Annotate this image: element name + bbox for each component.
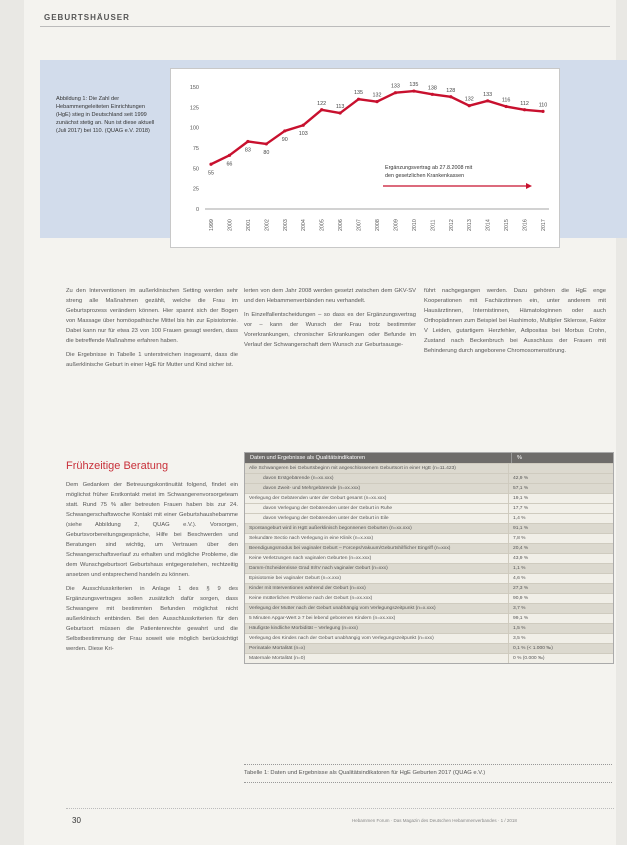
- x-tick-label: 2017: [541, 219, 547, 231]
- section-title: Frühzeitige Beratung: [66, 460, 169, 472]
- x-tick-label: 2014: [485, 219, 492, 231]
- line-chart: [171, 69, 559, 247]
- table-row: [245, 593, 613, 603]
- table-cell-value: 3,7 %: [508, 604, 613, 613]
- x-tick-label: 2016: [522, 219, 529, 231]
- table-body: [245, 463, 613, 663]
- x-tick-label: 2006: [338, 219, 345, 231]
- table-cell-value: 57,1 %: [508, 484, 613, 493]
- data-label: 80: [263, 149, 270, 156]
- table-row: [245, 503, 613, 513]
- x-tick-label: 2007: [356, 219, 363, 231]
- annotation-arrowhead: [526, 183, 532, 189]
- data-point: [302, 124, 305, 127]
- data-point: [265, 142, 268, 145]
- paragraph: Dem Gedanken der Betreuungskontinuität folgend, findet ein möglichst früher Erstkontakt meist im Schwangerenvorsorgeteam statt. Rund 75 % aller betreuten Frauen haben bis zur 24. Schwangerschaftswoche Kontakt mit einer Geburtshaushebamme (siehe Abbildung 2, QUAG e.V.). Vorsorgen, Geburtsvorbereitungsgespräche, Hilfe bei Beschwerden und Beratungen sind wichtig, um Vertrauen über den Schwangerschaftsverlauf zu erhalten und mögliche Probleme, die dem Wunschgeburtsort Geburtshaus entgegenstehen, rechtzeitig ansetzen und entsprechend handeln zu können.: [66, 482, 238, 578]
- data-label: 132: [464, 96, 474, 103]
- table-row: [245, 533, 613, 543]
- x-tick-label: 1999: [209, 219, 215, 231]
- data-label: 90: [281, 136, 288, 143]
- table-cell-value: 90,9 %: [508, 594, 613, 603]
- table-row: [245, 633, 613, 643]
- table-cell-label: Kinder mit Interventionen während der Geburt (n=xxx): [249, 586, 366, 591]
- data-label: 66: [226, 161, 233, 168]
- data-point: [505, 105, 508, 108]
- data-point: [375, 100, 378, 103]
- data-label: 122: [317, 100, 327, 107]
- column-3-text: [424, 286, 606, 356]
- data-label: 135: [354, 90, 364, 97]
- table-row: [245, 473, 613, 483]
- data-label: 103: [298, 131, 308, 138]
- data-point: [228, 154, 231, 157]
- table-row: [245, 643, 613, 653]
- x-tick-label: 2015: [504, 219, 511, 231]
- table-cell-label: Keine Verletzungen nach vaginalen Geburten (n=xx.xxx): [249, 556, 372, 561]
- caption-rule: [244, 782, 612, 783]
- data-label: 135: [409, 82, 419, 89]
- x-tick-label: 2009: [393, 219, 400, 231]
- table-row: [245, 483, 613, 493]
- table-cell-label: Verlegung des Kindes nach der Geburt unabhängig vom Verlegungszeitpunkt (n=xxx): [249, 636, 434, 641]
- x-tick-label: 2002: [264, 219, 271, 231]
- table-cell-label: Häufigste kindliche Morbidität – Verlegung (n=xxx): [249, 626, 358, 631]
- x-tick-label: 2013: [467, 219, 474, 231]
- x-tick-label: 2004: [301, 219, 308, 231]
- figure-caption: Abbildung 1: Die Zahl der Hebammengeleiteten Einrichtungen (HgE) stieg in Deutschland seit 1999 zunächst stetig an. Nun ist diese aktuell (Juli 2017) bei 110. (QUAG e.V. 2018): [56, 96, 155, 134]
- table-header-percent: %: [511, 453, 613, 463]
- data-label: 83: [244, 147, 251, 154]
- data-point: [320, 108, 323, 111]
- x-tick-label: 2011: [430, 219, 437, 231]
- data-label: 133: [390, 83, 400, 90]
- table-cell-label: davon Erstgebärende (n=xx.xxx): [263, 476, 334, 481]
- table-cell-value: 42,9 %: [508, 474, 613, 483]
- data-point: [246, 140, 249, 143]
- table-cell-value: 0,1 % (< 1.000 ‰): [508, 644, 613, 653]
- table-cell-value: 20,4 %: [508, 544, 613, 553]
- footer-rule: [66, 808, 614, 809]
- table-cell-label: Maternale Mortalität (n=0): [249, 656, 306, 661]
- data-label: 138: [427, 85, 437, 92]
- annotation-text: Ergänzungsvertrag ab 27.8.2008 mit: [385, 165, 473, 171]
- y-tick-label: 100: [189, 125, 199, 132]
- table-rule: [244, 764, 612, 765]
- table-header-label: Daten und Ergebnisse als Qualitätsindikatoren: [250, 455, 366, 461]
- table-cell-value: 4,6 %: [508, 574, 613, 583]
- table-cell-label: Verlegung der Mutter nach der Geburt unabhängig vom Verlegungszeitpunkt (n=x.xxx): [249, 606, 436, 611]
- table-cell-label: 5 Minuten Apgar-Wert ≥ 7 bei lebend geborenen Kindern (n=xx.xxx): [249, 616, 396, 621]
- y-tick-label: 25: [192, 186, 199, 193]
- table-cell-value: 3,5 %: [508, 634, 613, 643]
- data-point: [431, 93, 434, 96]
- table-cell-value: 7,8 %: [508, 534, 613, 543]
- table-cell-label: Perinatale Mortalität (n=x): [249, 646, 306, 651]
- table-cell-label: Verlegung der Gebärenden unter der Geburt gesamt (n=xx.xxx): [249, 496, 387, 501]
- header-rule: [40, 26, 610, 27]
- table-row: [245, 583, 613, 593]
- x-tick-label: 2012: [448, 219, 455, 231]
- x-tick-label: 2001: [245, 219, 252, 231]
- paragraph: Die Ausschlusskriterien in Anlage 1 des § 9 des Ergänzungsvertrages sollen zusätzlich dafür sorgen, dass Schwangere mit bestimmten Befunden möglichst nicht außerklinisch entbinden. Bei den Ausschlusskriterien für den Geburtsort müssen die Patientenrechte gewahrt und die Selbstbestimmung der Frau soweit wie möglich berücksichtigt werden. Diese Kri-: [66, 586, 238, 652]
- table-cell-label: Sekundäre Sectio nach Verlegung in eine Klinik (n=x.xxx): [249, 536, 374, 541]
- table-row: [245, 553, 613, 563]
- table-cell-label: davon Verlegung der Gebärenden unter der Geburt in Eile: [263, 516, 389, 521]
- data-point: [394, 91, 397, 94]
- table-cell-label: Damm-/Scheidenrisse Grad III/IV nach vaginaler Geburt (n=xxx): [249, 566, 388, 571]
- table-row: [245, 653, 613, 663]
- data-point: [449, 95, 452, 98]
- y-tick-label: 0: [195, 207, 199, 213]
- data-label: 112: [520, 100, 529, 107]
- data-point: [541, 110, 544, 113]
- table-cell-value: 1,1 %: [508, 564, 613, 573]
- data-point: [523, 108, 526, 111]
- footer-text: Hebammen Forum · Das Magazin des Deutschen Hebammenverbandes · 1 / 2018: [352, 818, 517, 823]
- data-point: [339, 111, 342, 114]
- data-label: 116: [501, 97, 511, 104]
- table-cell-label: Keine mütterlichen Probleme nach der Geburt (n=xx.xxx): [249, 596, 373, 601]
- paragraph: Zu den Interventionen im außerklinischen Setting werden sehr streng alle Maßnahmen gezählt, welche die Frau im Geburtsprozess verändern können. Hier spannt sich der Bogen von Massage über homöopathische Mittel bis hin zur Episiotomie. Dabei kann nur für etwa 23 von 100 Frauen gesagt werden, dass die betreffende Maßnahme erfahren haben.: [66, 288, 238, 344]
- table-cell-value: 1,4 %: [508, 514, 613, 523]
- table-caption: Tabelle 1: Daten und Ergebnisse als Qualitätsindikatoren für HgE Geburten 2017 (QUAG e.V.): [244, 770, 486, 776]
- annotation-text: den gesetzlichen Krankenkassen: [385, 173, 465, 179]
- y-tick-label: 150: [189, 85, 199, 91]
- column-1-lower-text: [66, 480, 238, 654]
- data-label: 110: [538, 102, 548, 109]
- table-cell-label: Alle Schwangeren bei Geburtsbeginn mit angeschlossenem Geburtsort in einer HgE (n=11.423): [249, 466, 456, 471]
- y-tick-label: 50: [192, 166, 199, 173]
- data-point: [283, 129, 286, 132]
- column-2-text: [244, 286, 416, 350]
- chart-panel: [170, 68, 560, 248]
- table-cell-value: 19,1 %: [508, 494, 613, 503]
- paragraph: führt nachgegangen werden. Dazu gehören die HgE enge Kooperationen mit Fachärztinnen ein, unter anderem mit Hausärztinnen, Internistinnen, Hämatologinnen oder auch Orthopädinnen zum Beispiel bei Hashimoto, Multipler Sklerose, Faktor V Leiden, gutartigem Herzfehler, Adipositas bei Morbus Crohn, Zustand nach Beckenbruch bei Ausschluss der Frauen mit Behinderung durch angeborene Chromosomenstörung.: [424, 288, 606, 354]
- table-row: [245, 573, 613, 583]
- table-cell-label: Spontangeburt wird in HgE außerklinisch begonnenen Geburten (n=xx.xxx): [249, 526, 412, 531]
- data-label: 133: [483, 91, 493, 98]
- data-point: [468, 104, 471, 107]
- table-cell-value: 43,9 %: [508, 554, 613, 563]
- paragraph: lerten von dem Jahr 2008 werden gesetzt zwischen dem GKV-SV und den Hebammenverbänden neu verhandelt.: [244, 288, 416, 304]
- table-cell-label: davon Zweit- und Mehrgebärende (n=xx.xxx): [263, 486, 361, 491]
- data-point: [209, 163, 212, 166]
- data-label: 128: [446, 87, 456, 94]
- data-point: [412, 89, 415, 92]
- table-cell-value: [508, 464, 613, 473]
- x-tick-label: 2003: [282, 219, 289, 231]
- y-tick-label: 75: [192, 146, 199, 152]
- paragraph: In Einzelfallentscheidungen – so dass es der Ergänzungsvertrag vor – kann der Wunsch der Frau trotz bestimmter Vorerkrankungen, chronischer Erkrankungen oder Befunde im Verlauf der Schwangerschaft dem Wunsch zur Geburtsausge-: [244, 312, 416, 348]
- table-row: [245, 513, 613, 523]
- table-cell-label: Episiotomie bei vaginaler Geburt (n=x.xxx): [249, 576, 342, 581]
- table-row: [245, 493, 613, 503]
- column-1-text: [66, 286, 238, 370]
- y-tick-label: 125: [189, 105, 199, 112]
- table-cell-value: 1,5 %: [508, 624, 613, 633]
- table-cell-value: 91,1 %: [508, 524, 613, 533]
- table-row: [245, 563, 613, 573]
- x-tick-label: 2010: [411, 219, 418, 231]
- table-cell-value: 17,7 %: [508, 504, 613, 513]
- table-row: [245, 603, 613, 613]
- data-point: [357, 98, 360, 101]
- data-point: [486, 99, 489, 102]
- x-tick-label: 2008: [375, 219, 381, 231]
- table-row: [245, 623, 613, 633]
- table-header: [245, 453, 613, 463]
- table-cell-value: 0 % (0.000 ‰): [508, 654, 613, 663]
- quality-table: [244, 452, 614, 664]
- table-row: [245, 523, 613, 533]
- running-header: GEBURTSHÄUSER: [44, 13, 130, 22]
- x-tick-label: 2005: [319, 219, 326, 231]
- table-row: [245, 543, 613, 553]
- table-cell-value: 99,1 %: [508, 614, 613, 623]
- data-label: 55: [208, 170, 214, 177]
- paragraph: Die Ergebnisse in Tabelle 1 unterstreichen insgesamt, dass die außerklinische Geburt in einer HgE für Mutter und Kind sicher ist.: [66, 352, 238, 368]
- table-cell-label: Beendigungsmodus bei vaginaler Geburt – Forceps/Vakuum/Geburtshilflicher Eingriff (n=xxx): [249, 546, 451, 551]
- table-cell-value: 27,3 %: [508, 584, 613, 593]
- x-tick-label: 2000: [227, 219, 234, 231]
- table-row: [245, 613, 613, 623]
- data-label: 132: [372, 92, 382, 99]
- table-cell-label: davon Verlegung der Gebärenden unter der Geburt in Ruhe: [263, 506, 393, 511]
- table-row: [245, 463, 613, 473]
- page-number: 30: [72, 816, 81, 825]
- data-label: 113: [335, 104, 345, 111]
